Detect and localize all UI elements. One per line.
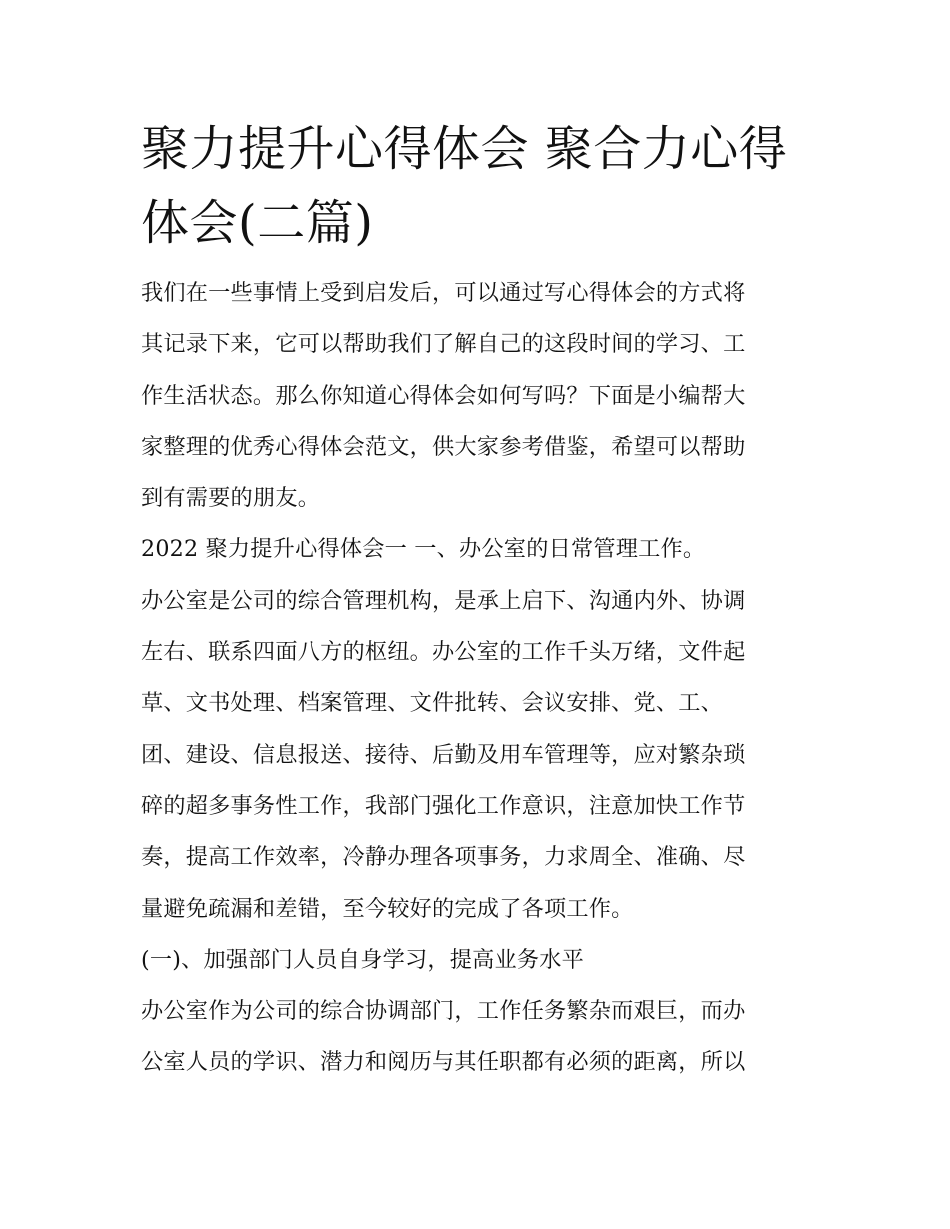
document-title	[141, 112, 813, 260]
title-line: 聚力提升心得体会 聚合力心得	[141, 121, 788, 177]
text-line: 团、建设、信息报送、接待、后勤及用车管理等，应对繁杂琐	[141, 741, 746, 768]
text-line: 草、文书处理、档案管理、文件批转、会议安排、党、工、	[141, 690, 724, 717]
subsection-heading	[141, 935, 813, 986]
section-heading	[141, 524, 813, 575]
text-line: 2022 聚力提升心得体会一 一、办公室的日常管理工作。	[141, 536, 706, 563]
text-line: 左右、联系四面八方的枢纽。办公室的工作千头万绪，文件起	[141, 639, 746, 666]
text-line: (一)、加强部门人员自身学习，提高业务水平	[141, 946, 585, 973]
intro-paragraph	[141, 268, 813, 524]
text-line: 我们在一些事情上受到启发后，可以通过写心得体会的方式将	[141, 280, 746, 306]
section-body-paragraph	[141, 576, 813, 935]
document-content	[141, 112, 813, 1089]
text-line: 碎的超多事务性工作，我部门强化工作意识，注意加快工作节	[141, 792, 746, 819]
text-line: 其记录下来，它可以帮助我们了解自己的这段时间的学习、工	[141, 331, 746, 358]
text-line: 到有需要的朋友。	[141, 485, 321, 512]
text-line: 量避免疏漏和差错，至今较好的完成了各项工作。	[141, 895, 634, 922]
text-line: 办公室作为公司的综合协调部门，工作任务繁杂而艰巨，而办	[141, 998, 746, 1025]
subsection-body-paragraph	[141, 986, 813, 1089]
text-line: 办公室是公司的综合管理机构，是承上启下、沟通内外、协调	[141, 587, 746, 614]
text-line: 家整理的优秀心得体会范文，供大家参考借鉴，希望可以帮助	[141, 433, 746, 460]
text-line: 作生活状态。那么你知道心得体会如何写吗？下面是小编帮大	[141, 382, 746, 409]
title-line: 体会(二篇)	[141, 195, 374, 251]
text-line: 奏，提高工作效率，冷静办理各项事务，力求周全、准确、尽	[141, 844, 746, 871]
text-line: 公室人员的学识、潜力和阅历与其任职都有必须的距离，所以	[141, 1049, 746, 1076]
